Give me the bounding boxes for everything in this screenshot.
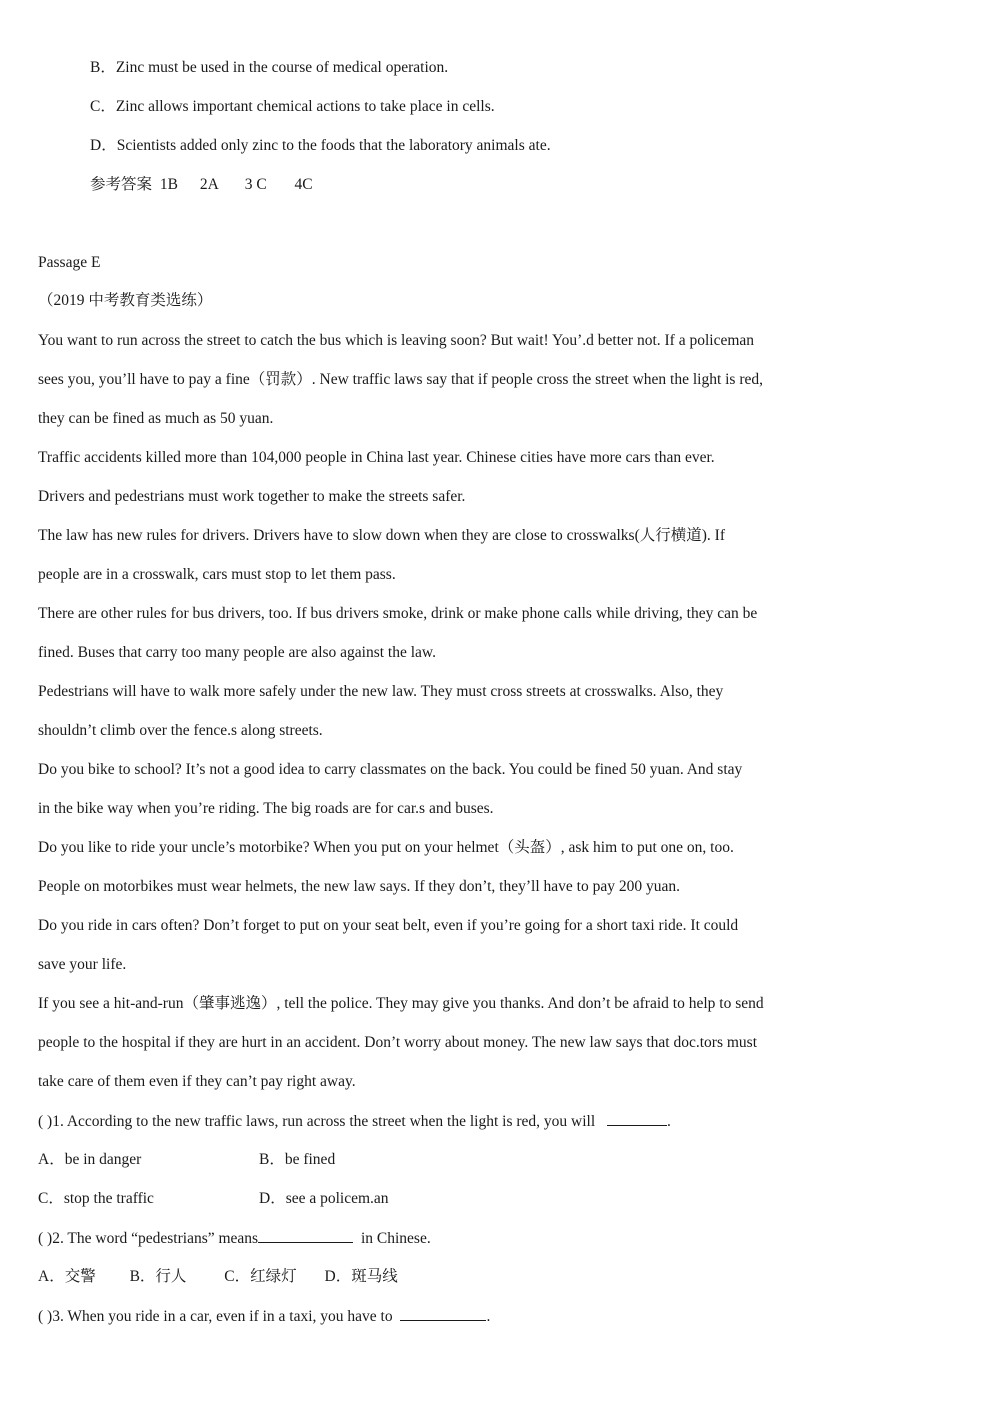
option-c: C．Zinc allows important chemical actions to take place in cells.: [90, 98, 495, 115]
question-1-option-c: C．stop the traffic: [38, 1190, 154, 1207]
passage-line: Do you ride in cars often? Don’t forget to put on your seat belt, even if you’re going for a short taxi ride. It could: [38, 917, 739, 934]
question-1-blank[interactable]: [607, 1111, 667, 1126]
question-1-stem: ( )1. According to the new traffic laws, run across the street when the light is red, you will: [38, 1113, 596, 1130]
question-2-option-b: B．行人: [129, 1268, 187, 1285]
answer-key-label: 参考答案: [90, 176, 153, 193]
question-2-end: in Chinese.: [360, 1230, 431, 1247]
answer-key: [90, 175, 313, 195]
question-3: [38, 1306, 490, 1327]
question-2-stem: ( )2. The word “pedestrians” means: [38, 1230, 259, 1247]
passage-line: in the bike way when you’re riding. The big roads are for car.s and buses.: [38, 800, 494, 817]
passage-line: Drivers and pedestrians must work together to make the streets safer.: [38, 488, 466, 505]
passage-line: Do you like to ride your uncle’s motorbike? When you put on your helmet（头盔）, ask him to put one on, too.: [38, 839, 734, 856]
passage-line: take care of them even if they can’t pay right away.: [38, 1073, 356, 1090]
question-1-end: .: [667, 1113, 671, 1130]
passage-line: If you see a hit-and-run（肇事逃逸）, tell the police. They may give you thanks. And don’t be afraid to help to send: [38, 995, 764, 1012]
passage-line: Do you bike to school? It’s not a good idea to carry classmates on the back. You could be fined 50 yuan. And stay: [38, 761, 743, 778]
question-1: [38, 1111, 671, 1132]
question-3-stem: ( )3. When you ride in a car, even if in a taxi, you have to: [38, 1308, 393, 1325]
question-2-option-c: C．红绿灯: [224, 1268, 297, 1285]
passage-line: The law has new rules for drivers. Drivers have to slow down when they are close to crosswalks(人行横道). If: [38, 527, 725, 544]
passage-line: fined. Buses that carry too many people are also against the law.: [38, 644, 436, 661]
answer-2: 2A: [199, 176, 219, 193]
question-2-option-d: D．斑马线: [324, 1268, 398, 1285]
passage-line: people to the hospital if they are hurt in an accident. Don’t worry about money. The new law says that doc.tors must: [38, 1034, 757, 1051]
passage-line: Pedestrians will have to walk more safely under the new law. They must cross streets at crosswalks. Also, they: [38, 683, 724, 700]
question-3-end: .: [486, 1308, 491, 1325]
passage-title: Passage E: [38, 254, 101, 271]
passage-line: save your life.: [38, 956, 127, 973]
answer-3: 3 C: [244, 176, 267, 193]
passage-line: they can be fined as much as 50 yuan.: [38, 410, 274, 427]
passage-line: You want to run across the street to catch the bus which is leaving soon? But wait! You’.d better not. If a policeman: [38, 332, 755, 349]
answer-1: 1B: [159, 176, 178, 193]
question-1-option-b: B．be fined: [259, 1151, 336, 1168]
passage-source: （2019 中考教育类选练）: [38, 292, 213, 309]
passage-line: sees you, you’ll have to pay a fine（罚款）. New traffic laws say that if people cross the street when the light is red,: [38, 371, 764, 388]
answer-4: 4C: [294, 176, 313, 193]
passage-line: shouldn’t climb over the fence.s along streets.: [38, 722, 323, 739]
question-2-blank[interactable]: [258, 1228, 353, 1243]
question-2-options: [38, 1267, 398, 1287]
passage-line: People on motorbikes must wear helmets, the new law says. If they don’t, they’ll have to pay 200 yuan.: [38, 878, 680, 895]
option-d: D．Scientists added only zinc to the foods that the laboratory animals ate.: [90, 137, 551, 154]
question-1-option-a: A．be in danger: [38, 1151, 142, 1168]
passage-line: Traffic accidents killed more than 104,000 people in China last year. Chinese cities have more cars than ever.: [38, 449, 715, 466]
passage-line: people are in a crosswalk, cars must stop to let them pass.: [38, 566, 396, 583]
question-2-option-a: A．交警: [38, 1268, 96, 1285]
question-2: [38, 1228, 431, 1249]
question-3-blank[interactable]: [400, 1306, 486, 1321]
option-b: B．Zinc must be used in the course of medical operation.: [90, 59, 449, 76]
passage-line: There are other rules for bus drivers, too. If bus drivers smoke, drink or make phone calls while driving, they can be: [38, 605, 758, 622]
question-1-option-d: D．see a policem.an: [259, 1190, 389, 1207]
